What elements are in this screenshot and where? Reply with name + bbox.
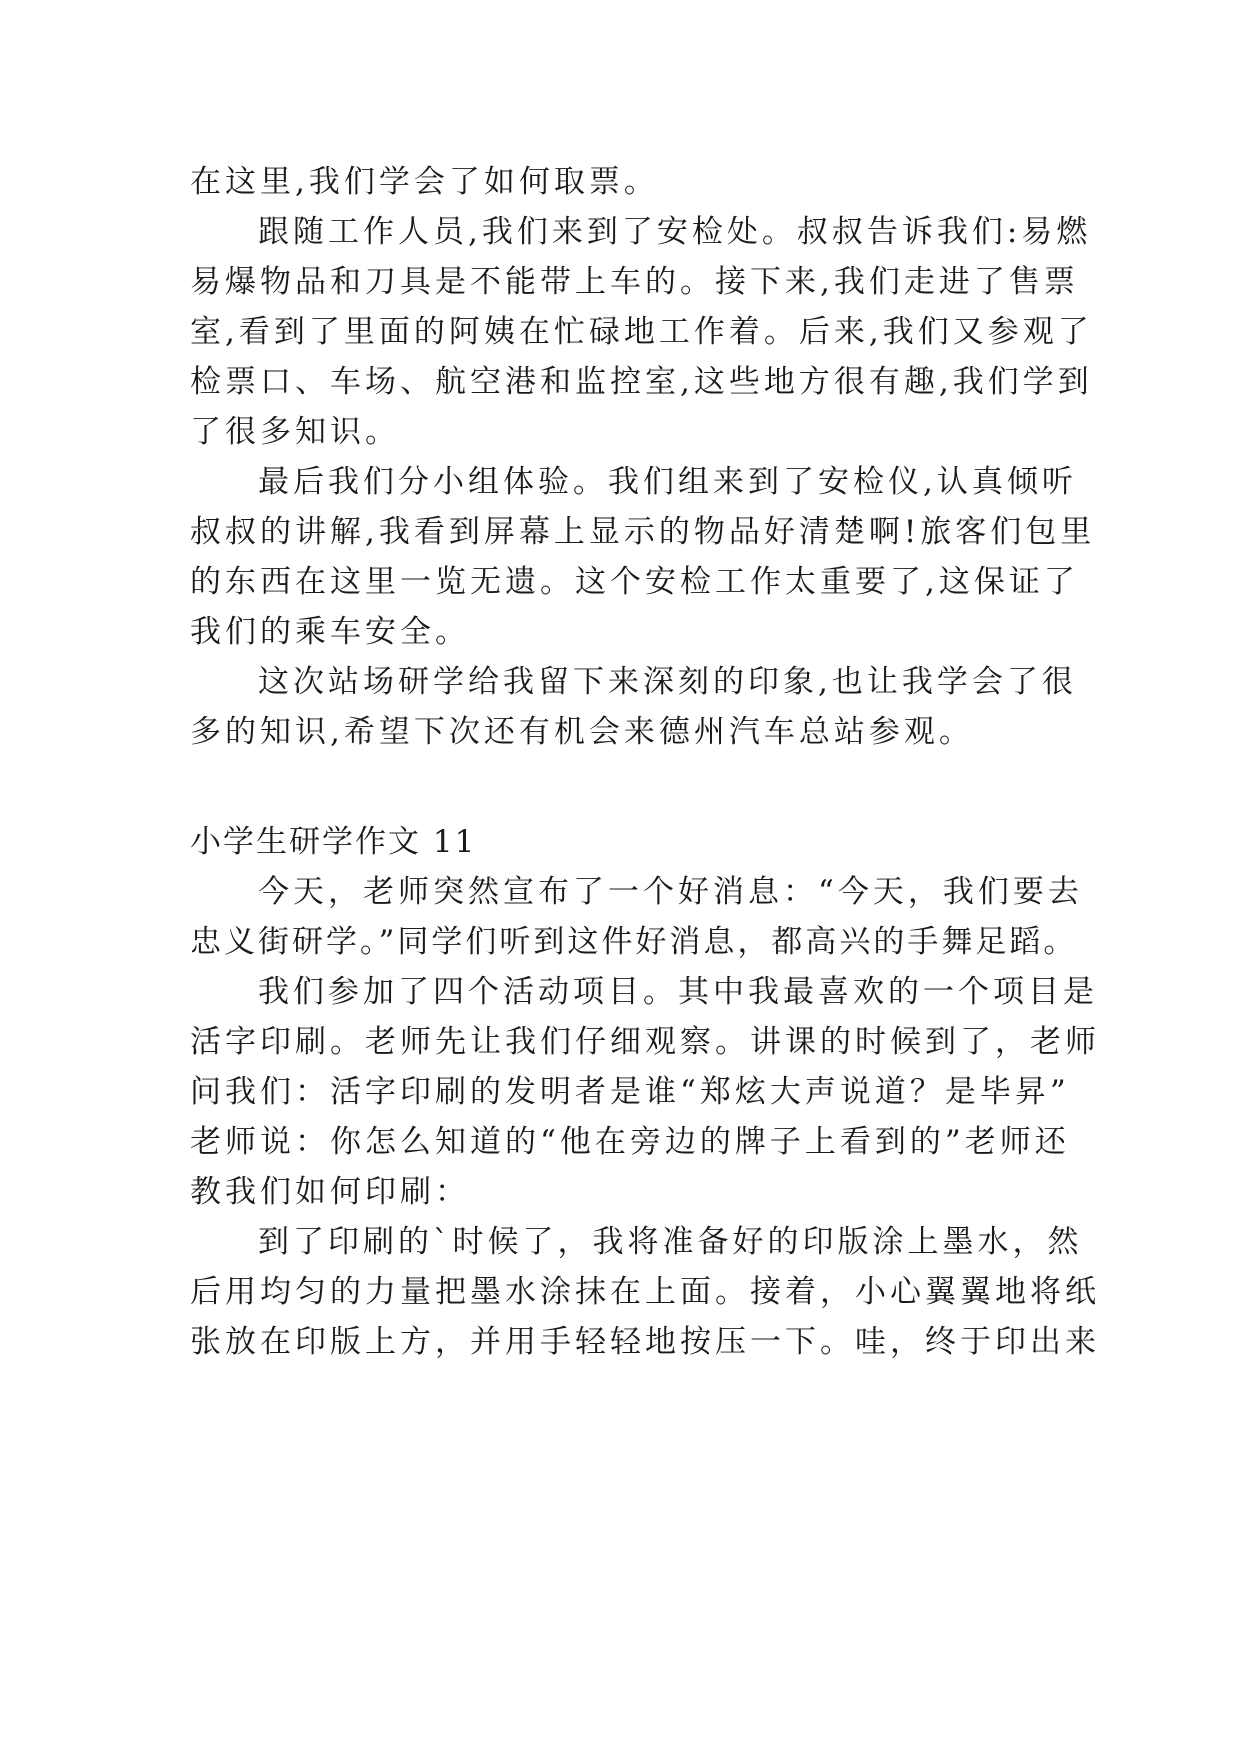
paragraph-line: 张放在印版上方，并用手轻轻地按压一下。哇，终于印出来 xyxy=(190,1324,1100,1360)
paragraph-line: 今天，老师突然宣布了一个好消息：“今天，我们要去 xyxy=(258,874,1083,910)
paragraph-line: 我们的乘车安全。 xyxy=(190,614,470,650)
paragraph-line: 检票口、车场、航空港和监控室,这些地方很有趣,我们学到 xyxy=(190,364,1093,400)
paragraph-line: 室,看到了里面的阿姨在忙碌地工作着。后来,我们又参观了 xyxy=(190,314,1093,350)
paragraph-line: 易爆物品和刀具是不能带上车的。接下来,我们走进了售票 xyxy=(190,264,1079,300)
paragraph-line: 最后我们分小组体验。我们组来到了安检仪,认真倾听 xyxy=(258,464,1077,500)
paragraph-line: 这次站场研学给我留下来深刻的印象,也让我学会了很 xyxy=(258,664,1077,700)
paragraph-line: 多的知识,希望下次还有机会来德州汽车总站参观。 xyxy=(190,714,974,750)
essay-title: 小学生研学作文 11 xyxy=(190,824,477,860)
paragraph-line: 后用均匀的力量把墨水涂抹在上面。接着，小心翼翼地将纸 xyxy=(190,1274,1100,1310)
paragraph-line: 老师说：你怎么知道的“他在旁边的牌子上看到的”老师还 xyxy=(190,1124,1070,1160)
paragraph-line: 跟随工作人员,我们来到了安检处。叔叔告诉我们:易燃 xyxy=(258,214,1092,250)
paragraph-line: 活字印刷。老师先让我们仔细观察。讲课的时候到了，老师 xyxy=(190,1024,1100,1060)
paragraph-line: 我们参加了四个活动项目。其中我最喜欢的一个项目是 xyxy=(258,974,1098,1010)
paragraph-line: 叔叔的讲解,我看到屏幕上显示的物品好清楚啊!旅客们包里 xyxy=(190,514,1096,550)
paragraph-line: 问我们：活字印刷的发明者是谁“郑炫大声说道？是毕昇” xyxy=(190,1074,1070,1110)
paragraph-line: 了很多知识。 xyxy=(190,414,400,450)
paragraph-line: 在这里,我们学会了如何取票。 xyxy=(190,164,659,200)
paragraph-line: 的东西在这里一览无遗。这个安检工作太重要了,这保证了 xyxy=(190,564,1079,600)
paragraph-line: 到了印刷的`时候了，我将准备好的印版涂上墨水，然 xyxy=(258,1224,1083,1260)
paragraph-line: 忠义街研学。”同学们听到这件好消息，都高兴的手舞足蹈。 xyxy=(190,924,1078,960)
paragraph-line: 教我们如何印刷： xyxy=(190,1174,470,1210)
